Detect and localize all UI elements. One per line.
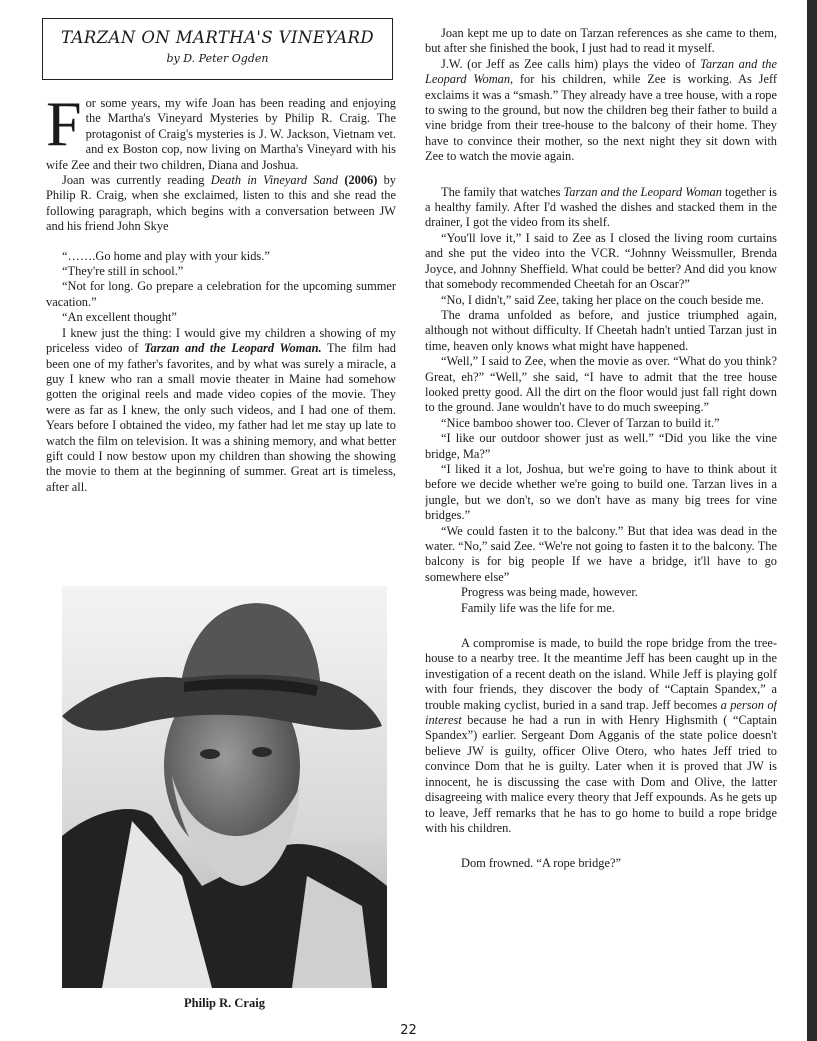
- paragraph: “I liked it a lot, Joshua, but we're going to have to think about it before we decide whether we're going to build one. Tarzan lives in a jungle, but we don't, so we don't have as many big trees for vine bridges.”: [425, 461, 777, 523]
- book-title: Death in Vineyard Sand: [210, 173, 339, 188]
- paragraph: “No, I didn't,” said Zee, taking her place on the couch beside me.: [441, 292, 764, 307]
- paragraph: Dom frowned. “A rope bridge?”: [461, 856, 621, 871]
- paragraph: “Well,” I said to Zee, when the movie as over. “What do you think? Great, eh?” “Well,” she said, “I have to admit that the tree house looked pretty good. All the dirt on the floor would just fall right down to the ground. Jane wouldn't have to do much sweeping.”: [425, 354, 777, 415]
- film-title: Tarzan and the Leopard Woman,: [425, 56, 777, 87]
- drop-cap: F: [46, 96, 82, 159]
- emphasis: a person of interest: [425, 697, 777, 728]
- book-year: (2006): [344, 173, 378, 188]
- quote-line: “Not for long. Go prepare a celebration for the upcoming summer vacation.”: [46, 279, 396, 309]
- article-byline: by D. Peter Ogden: [166, 52, 269, 65]
- paragraph: Joan kept me up to date on Tarzan references as she came to them, but after she finished the book, I just had to read it myself.: [425, 26, 777, 56]
- quote-line: “They're still in school.”: [62, 264, 184, 279]
- paragraph: The drama unfolded as before, and justice triumphed again, although not without difficulty. If Cheetah hadn't untied Tarzan just in time, heaven only knows what might have happened.: [425, 307, 777, 353]
- quote-line: “An excellent thought”: [62, 310, 177, 325]
- paragraph: I knew just the thing: I would give my children a showing of my priceless video of Tarzan and the Leopard Woman. The film had been one of my father's favorites, and by what was surely a miracle, a guy I knew who ran a small movie theater in Maine had somehow gotten the original reels and made video copies of the movie. They were as far as I knew, the only such videos, and I had one of them. Years before I obtained the video, my father had let me stay up late to watch the film on television. It was a shining memory, and what better gift could I now bestow upon my children than showing the showing the movie to them at the beginning of summer. Great art is timeless, after all.: [46, 325, 396, 494]
- paragraph: “We could fasten it to the balcony.” But that idea was dead in the water. “No,” said Zee. “We're not going to fasten it to the balcony. The balcony is for big people If we have a bridge, it'll have to go somewhere else”: [425, 523, 777, 584]
- film-title: Tarzan and the Leopard Woman: [563, 184, 722, 199]
- article-title: TARZAN ON MARTHA'S VINEYARD: [61, 28, 374, 47]
- paragraph: Progress was being made, however.: [461, 585, 638, 600]
- page-edge-bar: [807, 0, 817, 1041]
- right-column: [425, 26, 777, 1011]
- photo-caption: Philip R. Craig: [184, 996, 265, 1010]
- film-title: Tarzan and the Leopard Woman.: [144, 341, 322, 356]
- paragraph: The family that watches Tarzan and the Leopard Woman together is a healthy family. After I'd washed the dishes and stacked them in the drainer, I got the video from its shelf.: [425, 184, 777, 230]
- paragraph: J.W. (or Jeff as Zee calls him) plays the video of Tarzan and the Leopard Woman, for his children, while Zee is working. As Jeff exclaims it was a “smash.” They already have a tree house, with a rope to swing to the ground, but now the children beg their father to build a vine bridge from their tree-house to the balcony of their home. They have to convince their mother, so the next night they sit down with Zee to watch the movie again.: [425, 56, 777, 164]
- paragraph: Joan was currently reading Death in Vineyard Sand (2006) by Philip R. Craig, when she exclaimed, listen to this and she read the following paragraph, which begins with a conversation between JW and his friend John Skye: [46, 173, 396, 234]
- author-photo: [62, 586, 387, 988]
- paragraph-intro: For some years, my wife Joan has been reading and enjoying the Martha's Vineyard Mysteries by Philip R. Craig. The protagonist of Craig's mysteries is J. W. Jackson, Vietnam vet. and ex Boston cop, now living on Martha's Vineyard with his wife Zee and their two children, Diana and Joshua.: [46, 96, 396, 172]
- paragraph: “I like our outdoor shower just as well.” “Did you like the vine bridge, Ma?”: [425, 431, 777, 461]
- paragraph: A compromise is made, to build the rope bridge from the tree-house to a nearby tree. It the meantime Jeff has been caught up in the investigation of a recent death on the island. While Jeff is playing golf with four friends, they discover the body of “Captain Spandex,” a trouble making cyclist, buried in a sand trap. Jeff becomes a person of interest because he had a run in with Henry Highsmith ( “Captain Spandex”) earlier. Sergeant Dom Agganis of the state police doesn't believe JW is guilty, officer Olive Otero, who hates Jeff tried to convince Dom that he is guilty. Later when it is proved that JW is innocent, he is discussing the case with Dom and Olive, the latter disagreeing with malice every theory that Jeff expounds. As he gets up to leave, Jeff remarks that he has to go home to build a rope bridge with his children.: [425, 636, 777, 835]
- page-number: 22: [400, 1023, 417, 1038]
- paragraph: “Nice bamboo shower too. Clever of Tarzan to build it.”: [441, 415, 720, 430]
- title-box: [42, 18, 393, 80]
- quote-line: “…….Go home and play with your kids.”: [62, 248, 270, 263]
- portrait-illustration: [62, 586, 387, 988]
- paragraph: Family life was the life for me.: [461, 600, 615, 615]
- paragraph: “You'll love it,” I said to Zee as I closed the living room curtains and she put the video into the VCR. “Johnny Weissmuller, Brenda Joyce, and Johnny Sheffield. What could be better? And did you know that somebody recommended Cheetah for an Oscar?”: [425, 230, 777, 292]
- left-column: [46, 96, 396, 566]
